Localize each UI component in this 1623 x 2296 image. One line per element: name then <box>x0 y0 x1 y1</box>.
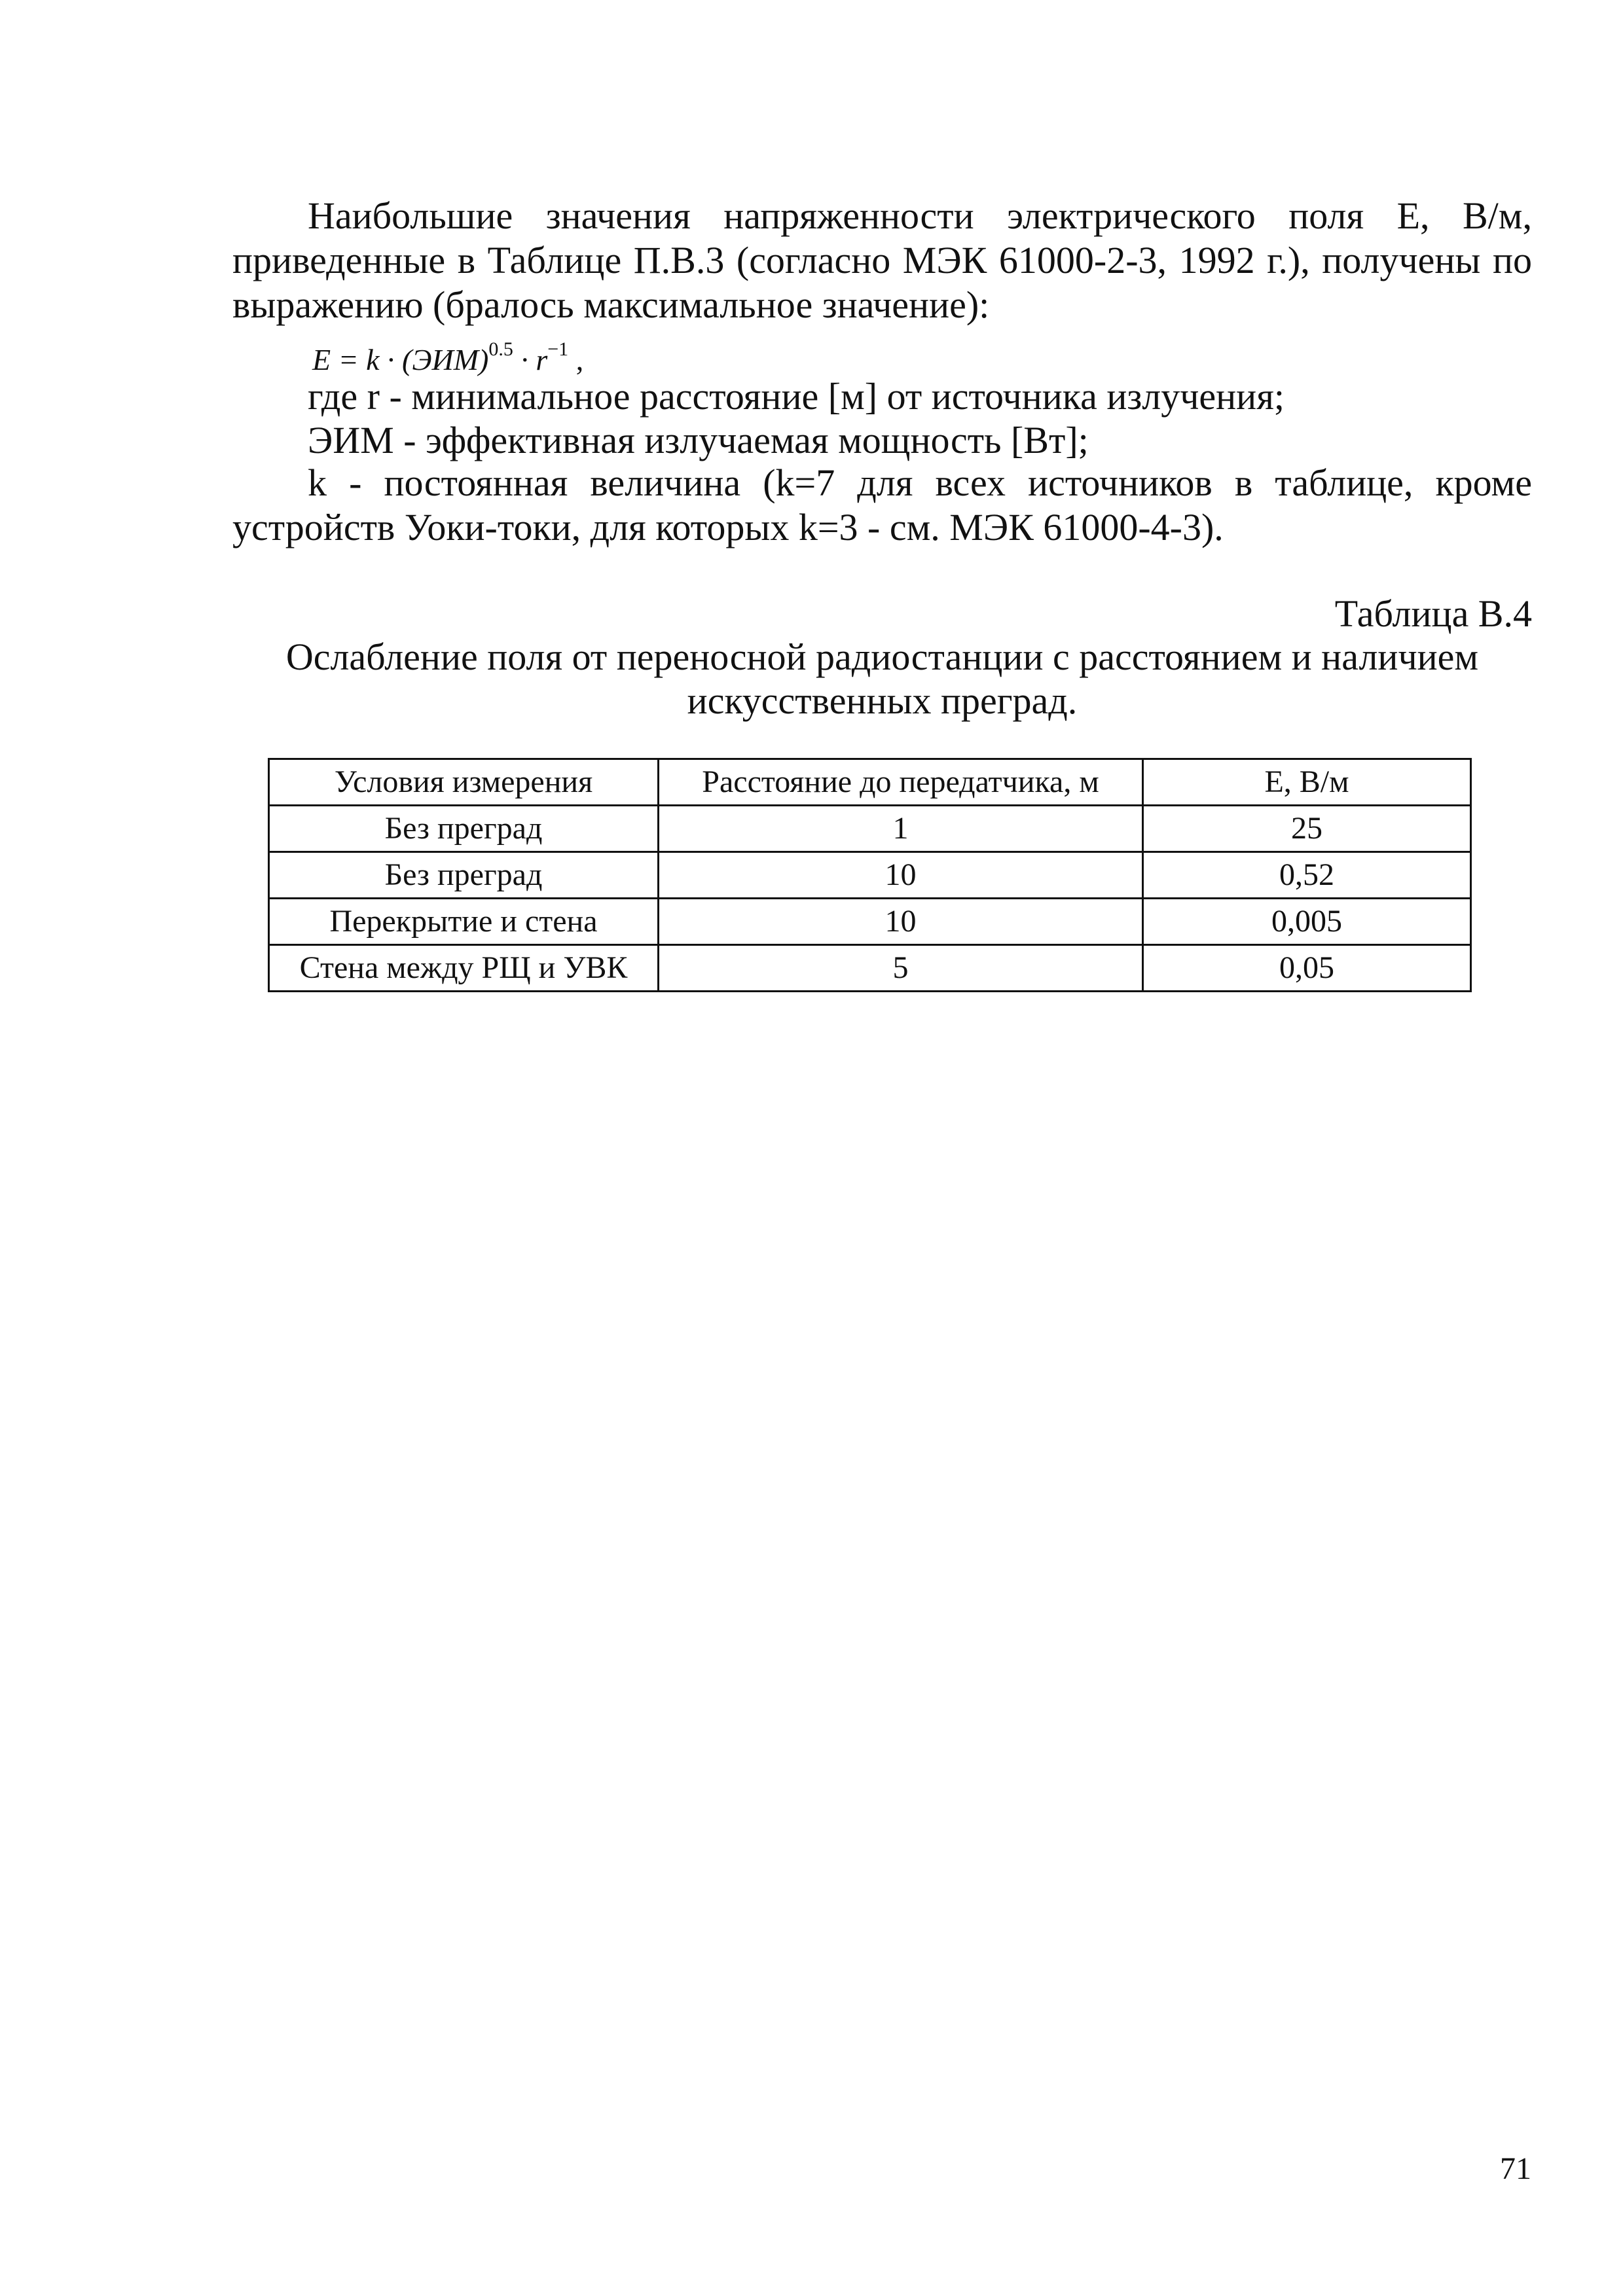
cell-conditions: Без преград <box>269 806 659 852</box>
cell-field-strength: 0,005 <box>1143 899 1471 945</box>
table-number: Таблица В.4 <box>1334 592 1532 635</box>
paragraph-line-2: приведенные в Таблице П.В.3 (согласно МЭК 61000-2-3, 1992 г.), получены по <box>232 239 1532 281</box>
formula-mid: · r <box>513 343 548 376</box>
definition-k-line-1: k - постоянная величина (k=7 для всех источников в таблице, кроме <box>308 461 1532 504</box>
cell-conditions: Без преград <box>269 852 659 899</box>
definition-eim: ЭИМ - эффективная излучаемая мощность [Вт]; <box>308 419 1089 461</box>
cell-field-strength: 0,52 <box>1143 852 1471 899</box>
cell-distance: 1 <box>659 806 1143 852</box>
formula <box>312 330 583 380</box>
table-row <box>269 852 1471 899</box>
table-row <box>269 899 1471 945</box>
table-header-row <box>269 759 1471 806</box>
table-row <box>269 945 1471 992</box>
formula-exponent-1: 0.5 <box>488 338 513 360</box>
attenuation-table <box>268 758 1472 992</box>
cell-field-strength: 0,05 <box>1143 945 1471 992</box>
formula-exponent-2: −1 <box>547 338 569 360</box>
table-title-line-2: искусственных преград. <box>687 679 1078 722</box>
table-title-line-1: Ослабление поля от переносной радиостанции с расстоянием и наличием <box>285 636 1479 678</box>
table-row <box>269 806 1471 852</box>
header-conditions: Условия измерения <box>269 759 659 806</box>
page-number: 71 <box>1500 2151 1531 2186</box>
definition-k-line-2: устройств Уоки-токи, для которых k=3 - см. МЭК 61000-4-3). <box>232 506 1224 548</box>
cell-conditions: Перекрытие и стена <box>269 899 659 945</box>
cell-conditions: Стена между РЩ и УВК <box>269 945 659 992</box>
definition-r: где r - минимальное расстояние [м] от источника излучения; <box>308 375 1285 418</box>
header-field-strength: E, В/м <box>1143 759 1471 806</box>
header-distance: Расстояние до передатчика, м <box>659 759 1143 806</box>
cell-distance: 10 <box>659 899 1143 945</box>
cell-field-strength: 25 <box>1143 806 1471 852</box>
paragraph-line-1: Наибольшие значения напряженности электрического поля Е, В/м, <box>308 194 1532 237</box>
paragraph-line-3: выражению (бралось максимальное значение): <box>232 283 990 326</box>
formula-tail: , <box>568 343 584 376</box>
cell-distance: 5 <box>659 945 1143 992</box>
formula-lhs: E = k · (ЭИМ) <box>312 343 489 376</box>
cell-distance: 10 <box>659 852 1143 899</box>
